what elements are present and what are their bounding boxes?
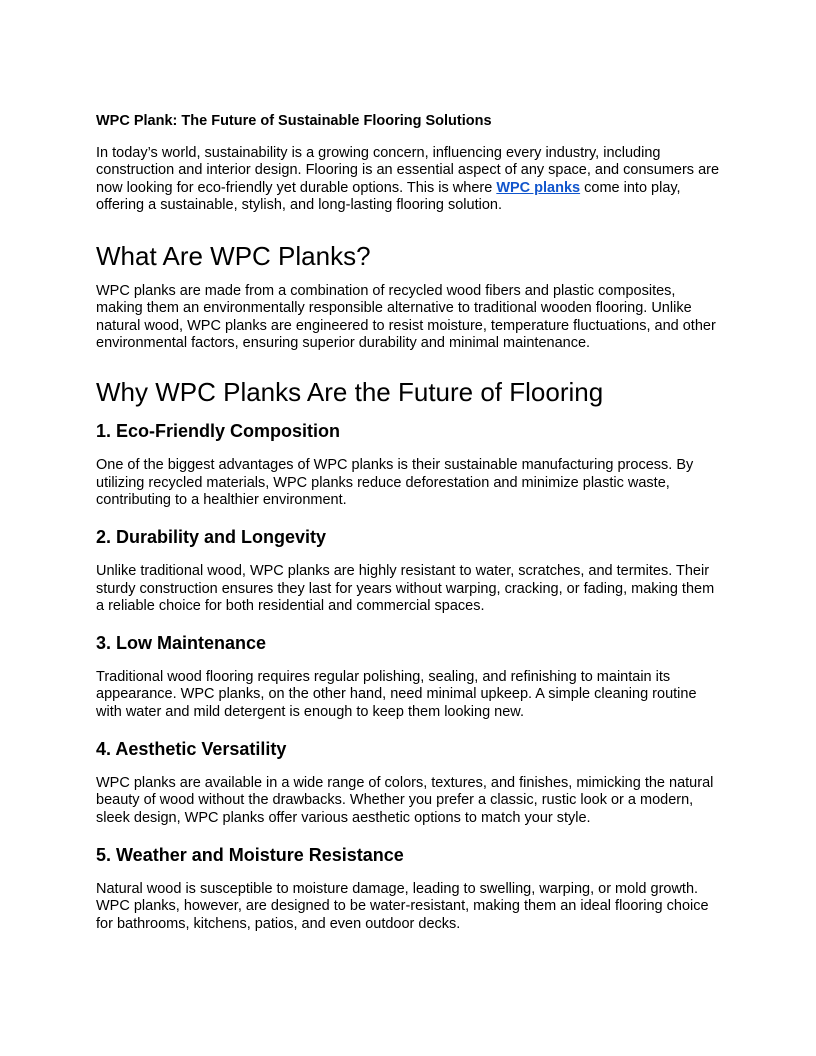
body-low-maintenance: Traditional wood flooring requires regular polishing, sealing, and refinishing to maintain its appearance. WPC planks, on the other hand, need minimal upkeep. A simple cleaning routine with water and mild detergent is enough to keep them looking new. (96, 669, 697, 720)
subheading-low-maintenance: 3. Low Maintenance (96, 633, 267, 654)
body-weather-moisture: Natural wood is susceptible to moisture damage, leading to swelling, warping, or mold growth. WPC planks, however, are designed to be water-resistant, making them an ideal flooring choice for bathrooms, kitchens, patios, and even outdoor decks. (96, 880, 709, 932)
document-title: WPC Plank: The Future of Sustainable Flooring Solutions (96, 113, 492, 129)
subheading-weather-moisture: 5. Weather and Moisture Resistance (96, 844, 404, 865)
intro-text-after-link: come into play, offering a sustainable, stylish, and long-lasting flooring solution. (96, 179, 681, 213)
body-aesthetic-versatility: WPC planks are available in a wide range of colors, textures, and finishes, mimicking the natural beauty of wood without the drawbacks. Whether you prefer a classic, rustic look or a modern, sleek design, WPC planks offer various aesthetic options to match your style. (96, 775, 714, 826)
section-heading-what-are-wpc-planks: What Are WPC Planks? (96, 241, 371, 272)
subheading-eco-friendly: 1. Eco-Friendly Composition (96, 421, 341, 442)
section-body-what-are-wpc-planks: WPC planks are made from a combination of recycled wood fibers and plastic composites, making them an environmentally responsible alternative to traditional wooden flooring. Unlike natural wood, WPC planks are engineered to resist moisture, temperature fluctuations, and other environmental factors, ensuring superior durability and minimal maintenance. (96, 283, 716, 352)
body-durability: Unlike traditional wood, WPC planks are highly resistant to water, scratches, and termites. Their sturdy construction ensures they last for years without warping, cracking, or fading, making them a reliable choice for both residential and commercial spaces. (96, 563, 715, 614)
subheading-durability: 2. Durability and Longevity (96, 527, 327, 548)
section-heading-why-wpc-planks: Why WPC Planks Are the Future of Flooring (96, 377, 604, 408)
intro-text-before-link: In today’s world, sustainability is a growing concern, influencing every industry, including construction and interior design. Flooring is an essential aspect of any space, and consumers are now looking for eco-friendly yet durable options. This is where (96, 145, 720, 196)
document-page (96, 112, 726, 950)
wpc-planks-link[interactable]: WPC planks (496, 179, 581, 196)
subheading-aesthetic-versatility: 4. Aesthetic Versatility (96, 739, 287, 760)
body-eco-friendly: One of the biggest advantages of WPC planks is their sustainable manufacturing process. By utilizing recycled materials, WPC planks reduce deforestation and minimize plastic waste, contributing to a healthier environment. (96, 457, 694, 508)
intro-paragraph (96, 145, 726, 214)
